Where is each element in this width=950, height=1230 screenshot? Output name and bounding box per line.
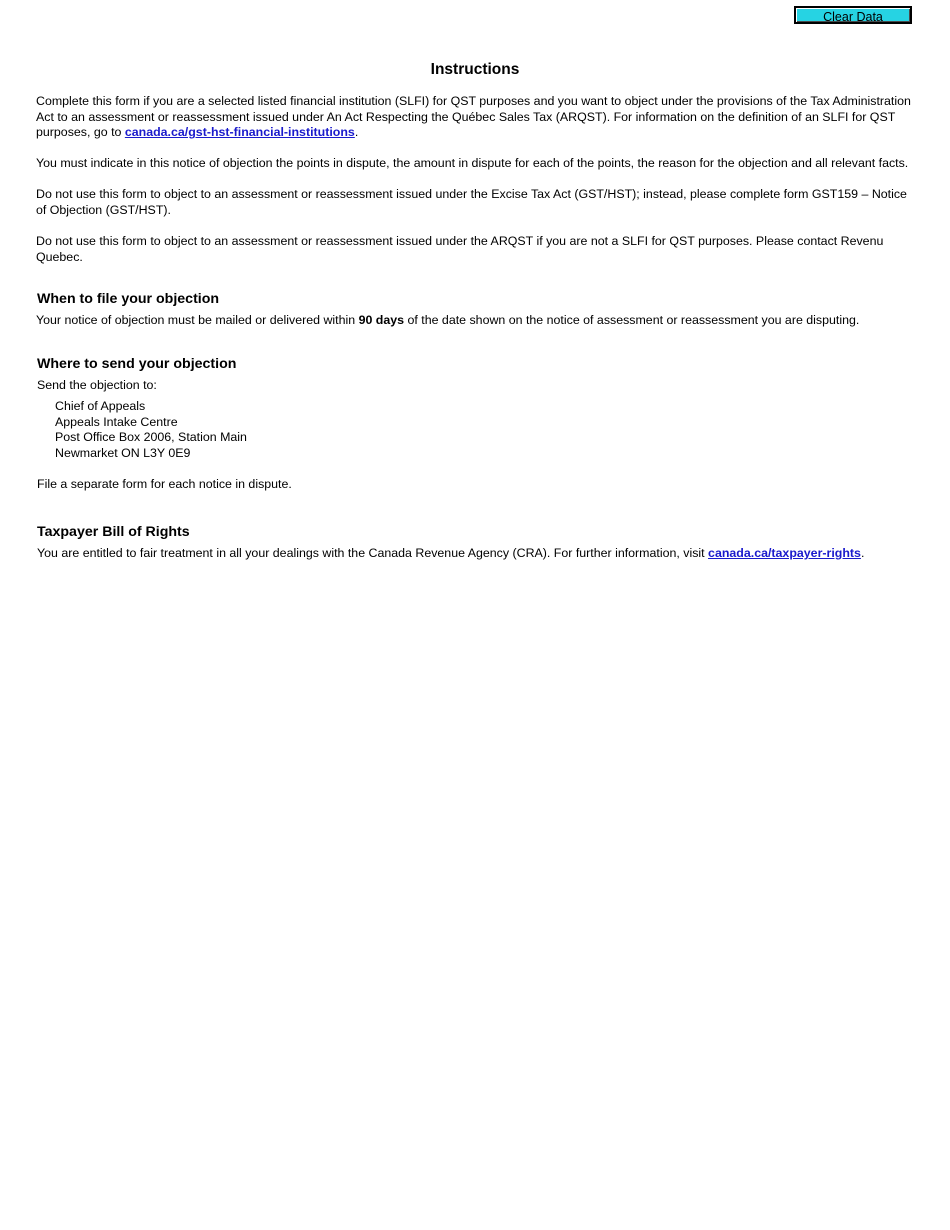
gst-hst-paragraph: Do not use this form to object to an assessment or reassessment issued under the Excise Tax Act (GST/HST); instead, please complete form GST159 – Notice of Objection (GST/HST). — [36, 187, 907, 217]
non-slfi-paragraph: Do not use this form to object to an assessment or reassessment issued under the ARQST if you are not a SLFI for QST purposes. Please contact Revenu Quebec. — [36, 234, 884, 264]
taxpayer-rights-text-end: . — [860, 546, 865, 560]
address-line: Post Office Box 2006, Station Main — [55, 430, 247, 444]
points-in-dispute-paragraph: You must indicate in this notice of objection the points in dispute, the amount in dispute for each of the points, the reason for the objection and all relevant facts. — [36, 156, 909, 170]
taxpayer-rights-heading: Taxpayer Bill of Rights — [37, 524, 190, 540]
separate-form-note: File a separate form for each notice in dispute. — [37, 477, 292, 491]
financial-institutions-link[interactable]: canada.ca/gst-hst-financial-institutions — [124, 125, 355, 139]
when-to-file-text-start: Your notice of objection must be mailed or delivered within — [36, 313, 359, 327]
mailing-address — [55, 399, 247, 461]
intro-text: Complete this form if you are a selected listed financial institution (SLFI) for QST purposes and you want to object under the provisions of the Tax Administration Act to an assessment or reassessment issued under An Act Respecting the Québec Sales Tax (ARQST). For information on the definition of an SLFI for QST purposes, go to — [36, 94, 911, 139]
when-to-file-text — [36, 313, 920, 329]
send-intro: Send the objection to: — [37, 378, 157, 392]
address-line: Chief of Appeals — [55, 399, 146, 413]
clear-data-button[interactable]: Clear Data — [794, 6, 912, 24]
intro-paragraph — [36, 94, 920, 141]
taxpayer-rights-text — [37, 546, 921, 562]
taxpayer-rights-link[interactable]: canada.ca/taxpayer-rights — [708, 546, 861, 560]
taxpayer-rights-text-start: You are entitled to fair treatment in all your dealings with the Canada Revenue Agency (CRA). For further information, visit — [37, 546, 709, 560]
page-title: Instructions — [430, 61, 520, 78]
address-line: Newmarket ON L3Y 0E9 — [55, 445, 191, 460]
intro-text-end: . — [354, 125, 359, 139]
address-line: Appeals Intake Centre — [55, 414, 178, 429]
where-to-send-heading: Where to send your objection — [37, 356, 237, 372]
when-to-file-text-end: of the date shown on the notice of assessment or reassessment you are disputing. — [404, 313, 860, 327]
deadline-days: 90 days — [358, 313, 405, 327]
when-to-file-heading: When to file your objection — [37, 291, 220, 307]
